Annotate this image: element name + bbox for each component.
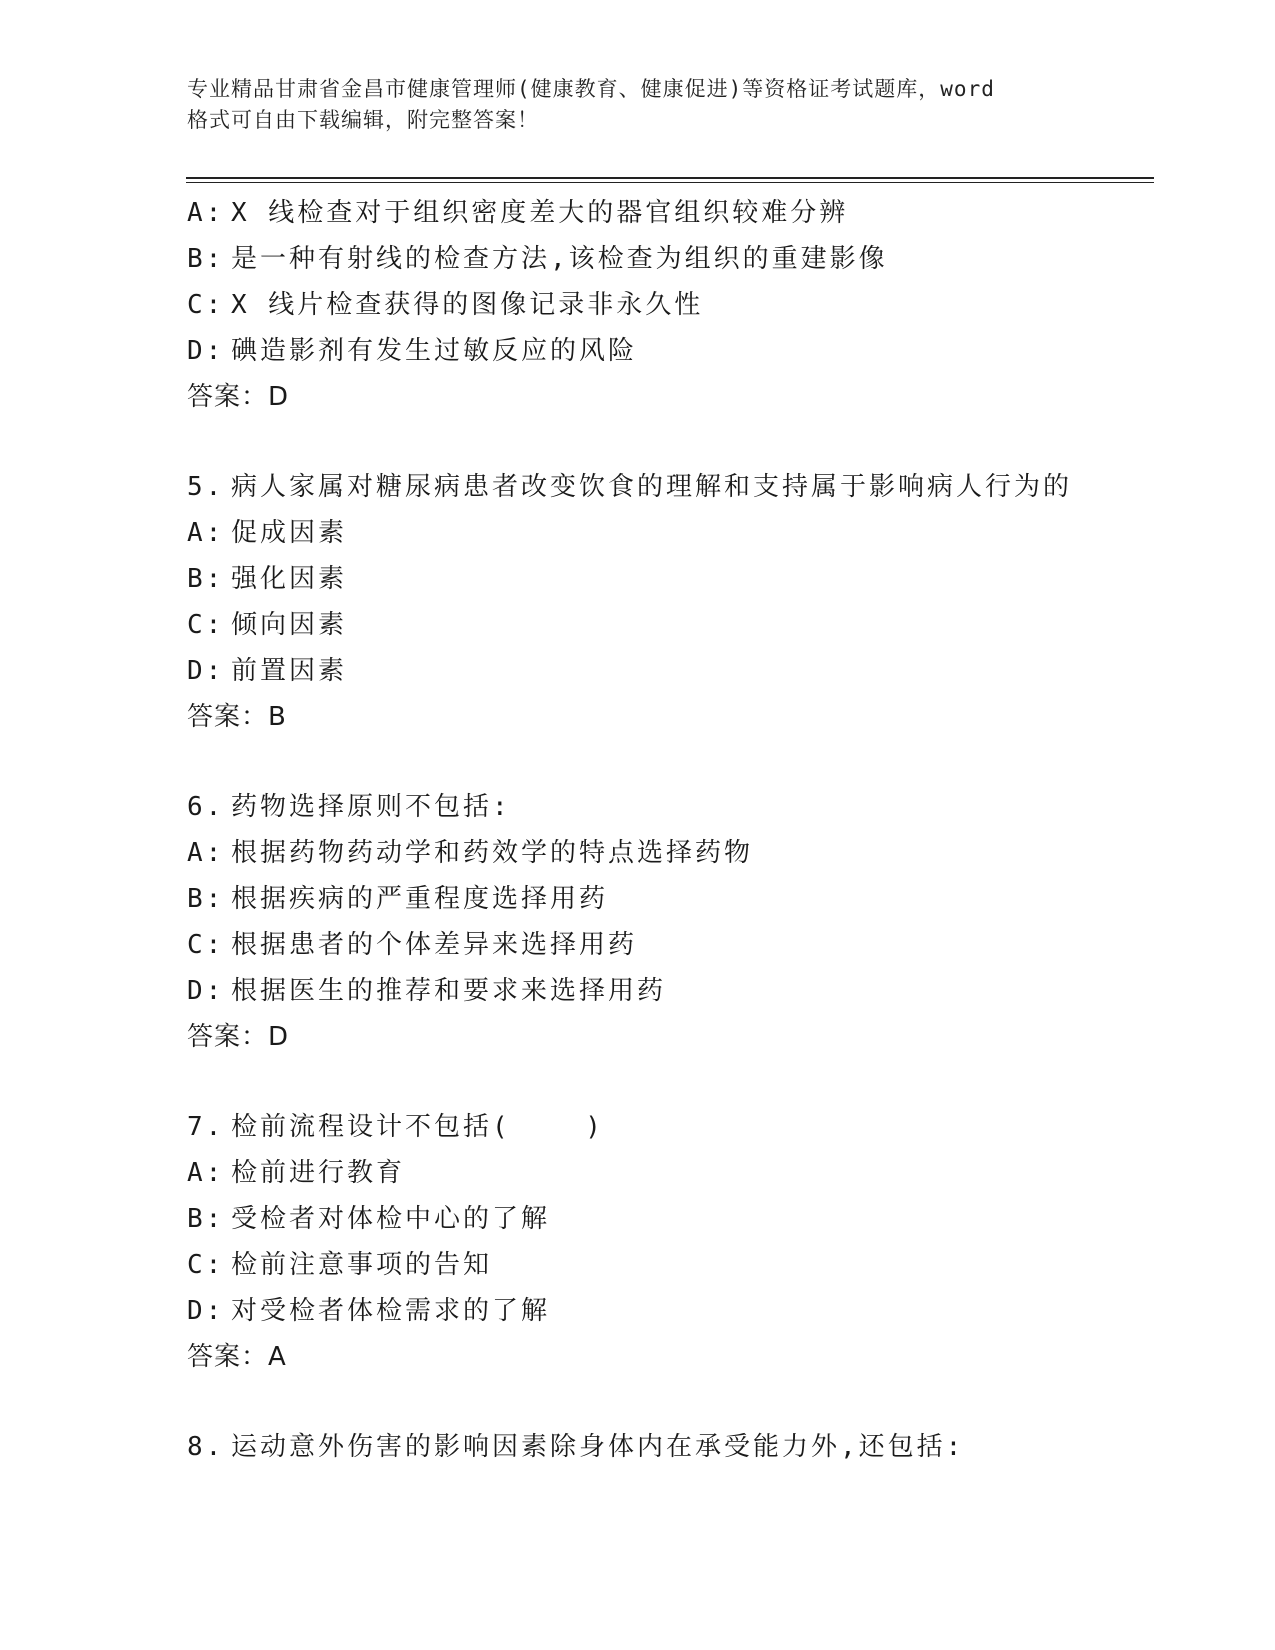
question-number: 5. [187, 472, 225, 502]
question-4-continued [187, 190, 1147, 420]
option-label: A: [187, 1158, 225, 1188]
option-label: A: [187, 518, 225, 548]
question-7 [187, 1104, 1147, 1380]
question-text: 病人家属对糖尿病患者改变饮食的理解和支持属于影响病人行为的 [231, 472, 1073, 502]
question-8 [187, 1424, 1147, 1470]
question-text: 运动意外伤害的影响因素除身体内在承受能力外,还包括: [231, 1432, 965, 1462]
option-text: 促成因素 [231, 518, 348, 548]
option-label: B: [187, 564, 225, 594]
header-divider-thick [186, 177, 1154, 179]
answer: 答案：A [187, 1342, 287, 1372]
option-text: 根据药物药动学和药效学的特点选择药物 [231, 838, 754, 868]
option-b [187, 236, 1147, 282]
option-label: D: [187, 1296, 225, 1326]
option-label: A: [187, 838, 225, 868]
option-label: D: [187, 976, 225, 1006]
option-text: 检前进行教育 [231, 1158, 406, 1188]
option-label: B: [187, 244, 225, 274]
question-6 [187, 784, 1147, 1060]
option-b [187, 876, 1147, 922]
header-title-line-1: 专业精品甘肃省金昌市健康管理师(健康教育、健康促进)等资格证考试题库，word [187, 77, 995, 101]
option-text: 对受检者体检需求的了解 [231, 1296, 551, 1326]
question-text: 检前流程设计不包括( ) [231, 1112, 604, 1142]
question-text: 药物选择原则不包括: [231, 792, 511, 822]
header-title-line-2: 格式可自由下载编辑，附完整答案！ [187, 108, 539, 132]
answer: 答案：D [187, 1022, 290, 1052]
spacer [187, 1380, 1147, 1424]
option-d [187, 328, 1147, 374]
option-c [187, 922, 1147, 968]
option-label: B: [187, 884, 225, 914]
option-text: 碘造影剂有发生过敏反应的风险 [231, 336, 638, 366]
option-text: 根据患者的个体差异来选择用药 [231, 930, 638, 960]
document-header [187, 74, 1087, 136]
option-d [187, 648, 1147, 694]
question-stem [187, 464, 1147, 510]
option-a [187, 510, 1147, 556]
option-b [187, 556, 1147, 602]
question-5 [187, 464, 1147, 740]
answer: 答案：B [187, 702, 287, 732]
question-number: 6. [187, 792, 225, 822]
answer: 答案：D [187, 382, 290, 412]
option-text: X 线检查对于组织密度差大的器官组织较难分辨 [231, 198, 849, 228]
question-content [187, 190, 1147, 1470]
question-stem [187, 784, 1147, 830]
question-number: 8. [187, 1432, 225, 1462]
header-divider-thin [186, 182, 1154, 183]
spacer [187, 740, 1147, 784]
question-stem [187, 1104, 1147, 1150]
option-text: 强化因素 [231, 564, 348, 594]
option-label: D: [187, 336, 225, 366]
question-number: 7. [187, 1112, 225, 1142]
option-label: B: [187, 1204, 225, 1234]
option-text: 根据疾病的严重程度选择用药 [231, 884, 609, 914]
option-text: 根据医生的推荐和要求来选择用药 [231, 976, 667, 1006]
option-text: 检前注意事项的告知 [231, 1250, 493, 1280]
spacer [187, 1060, 1147, 1104]
option-c [187, 282, 1147, 328]
option-label: C: [187, 290, 225, 320]
option-c [187, 602, 1147, 648]
option-d [187, 1288, 1147, 1334]
option-a [187, 830, 1147, 876]
option-label: C: [187, 930, 225, 960]
option-a [187, 1150, 1147, 1196]
option-label: C: [187, 610, 225, 640]
option-label: A: [187, 198, 225, 228]
option-d [187, 968, 1147, 1014]
question-stem [187, 1424, 1147, 1470]
option-c [187, 1242, 1147, 1288]
option-text: 是一种有射线的检查方法,该检查为组织的重建影像 [231, 244, 888, 274]
option-text: X 线片检查获得的图像记录非永久性 [231, 290, 704, 320]
option-b [187, 1196, 1147, 1242]
option-label: C: [187, 1250, 225, 1280]
option-a [187, 190, 1147, 236]
option-text: 前置因素 [231, 656, 348, 686]
option-text: 倾向因素 [231, 610, 348, 640]
option-text: 受检者对体检中心的了解 [231, 1204, 551, 1234]
option-label: D: [187, 656, 225, 686]
spacer [187, 420, 1147, 464]
